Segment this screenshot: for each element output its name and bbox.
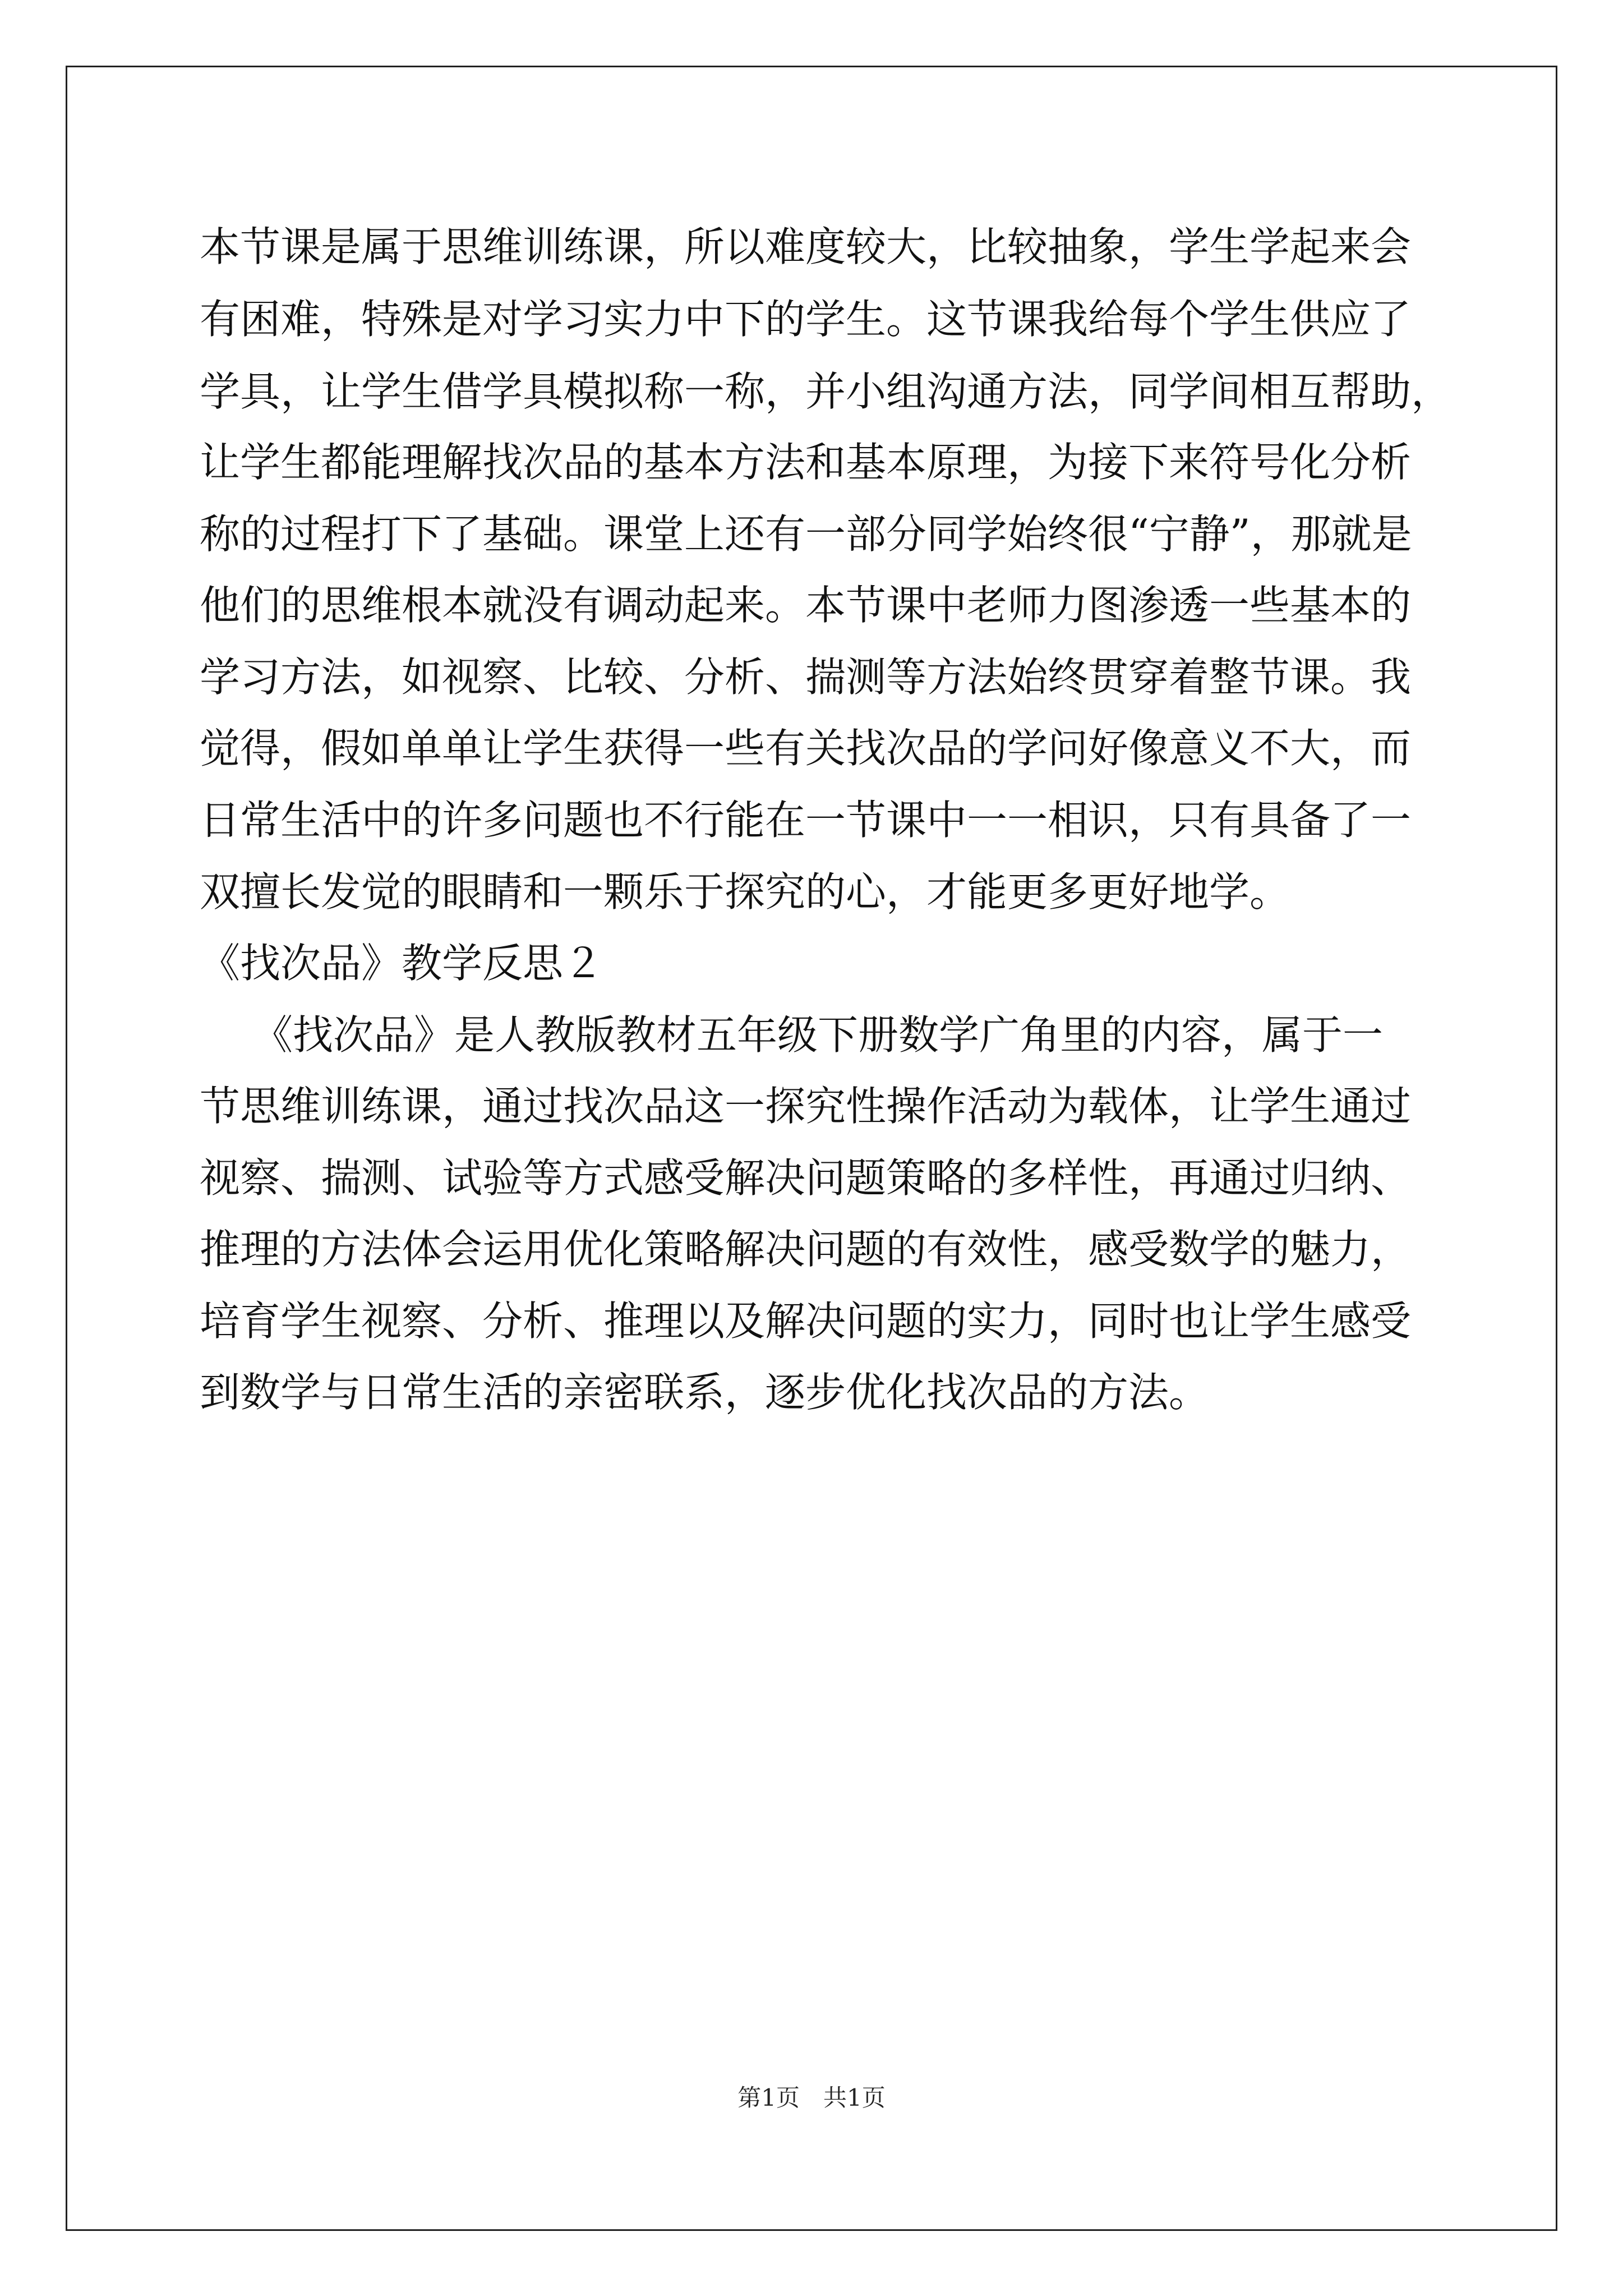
paragraph-line: 学具，让学生借学具模拟称一称，并小组沟通方法，同学间相互帮助， <box>200 368 1452 415</box>
paragraph-line: 培育学生视察、分析、推理以及解决问题的实力，同时也让学生感受 <box>200 1297 1412 1345</box>
paragraph-line: 让学生都能理解找次品的基本方法和基本原理，为接下来符号化分析 <box>200 439 1412 486</box>
paragraph-line: 推理的方法体会运用优化策略解决问题的有效性，感受数学的魅力， <box>200 1226 1412 1273</box>
paragraph-line: 日常生活中的许多问题也不行能在一节课中一一相识，只有具备了一 <box>200 797 1412 844</box>
paragraph-line: 视察、揣测、试验等方式感受解决问题策略的多样性，再通过归纳、 <box>200 1154 1412 1202</box>
paragraph-line: 本节课是属于思维训练课，所以难度较大，比较抽象，学生学起来会 <box>200 223 1412 270</box>
page-footer: 第1页 共1页 <box>737 2084 886 2111</box>
paragraph-line: 学习方法，如视察、比较、分析、揣测等方法始终贯穿着整节课。我 <box>200 654 1412 701</box>
paragraph-line: 到数学与日常生活的亲密联系，逐步优化找次品的方法。 <box>200 1369 1210 1416</box>
paragraph-line: 称的过程打下了基础。课堂上还有一部分同学始终很“宁静”，那就是 <box>200 510 1412 558</box>
section-heading: 《找次品》教学反思２ <box>200 940 604 987</box>
paragraph-line: 觉得，假如单单让学生获得一些有关找次品的学问好像意义不大，而 <box>200 725 1412 772</box>
paragraph-line: 有困难，特殊是对学习实力中下的学生。这节课我给每个学生供应了 <box>200 296 1412 343</box>
paragraph-line: 双擅长发觉的眼睛和一颗乐于探究的心，才能更多更好地学。 <box>200 868 1290 915</box>
paragraph-line: 《找次品》是人教版教材五年级下册数学广角里的内容，属于一 <box>252 1011 1384 1059</box>
paragraph-line: 节思维训练课，通过找次品这一探究性操作活动为载体，让学生通过 <box>200 1083 1412 1130</box>
paragraph-line: 他们的思维根本就没有调动起来。本节课中老师力图渗透一些基本的 <box>200 582 1412 629</box>
